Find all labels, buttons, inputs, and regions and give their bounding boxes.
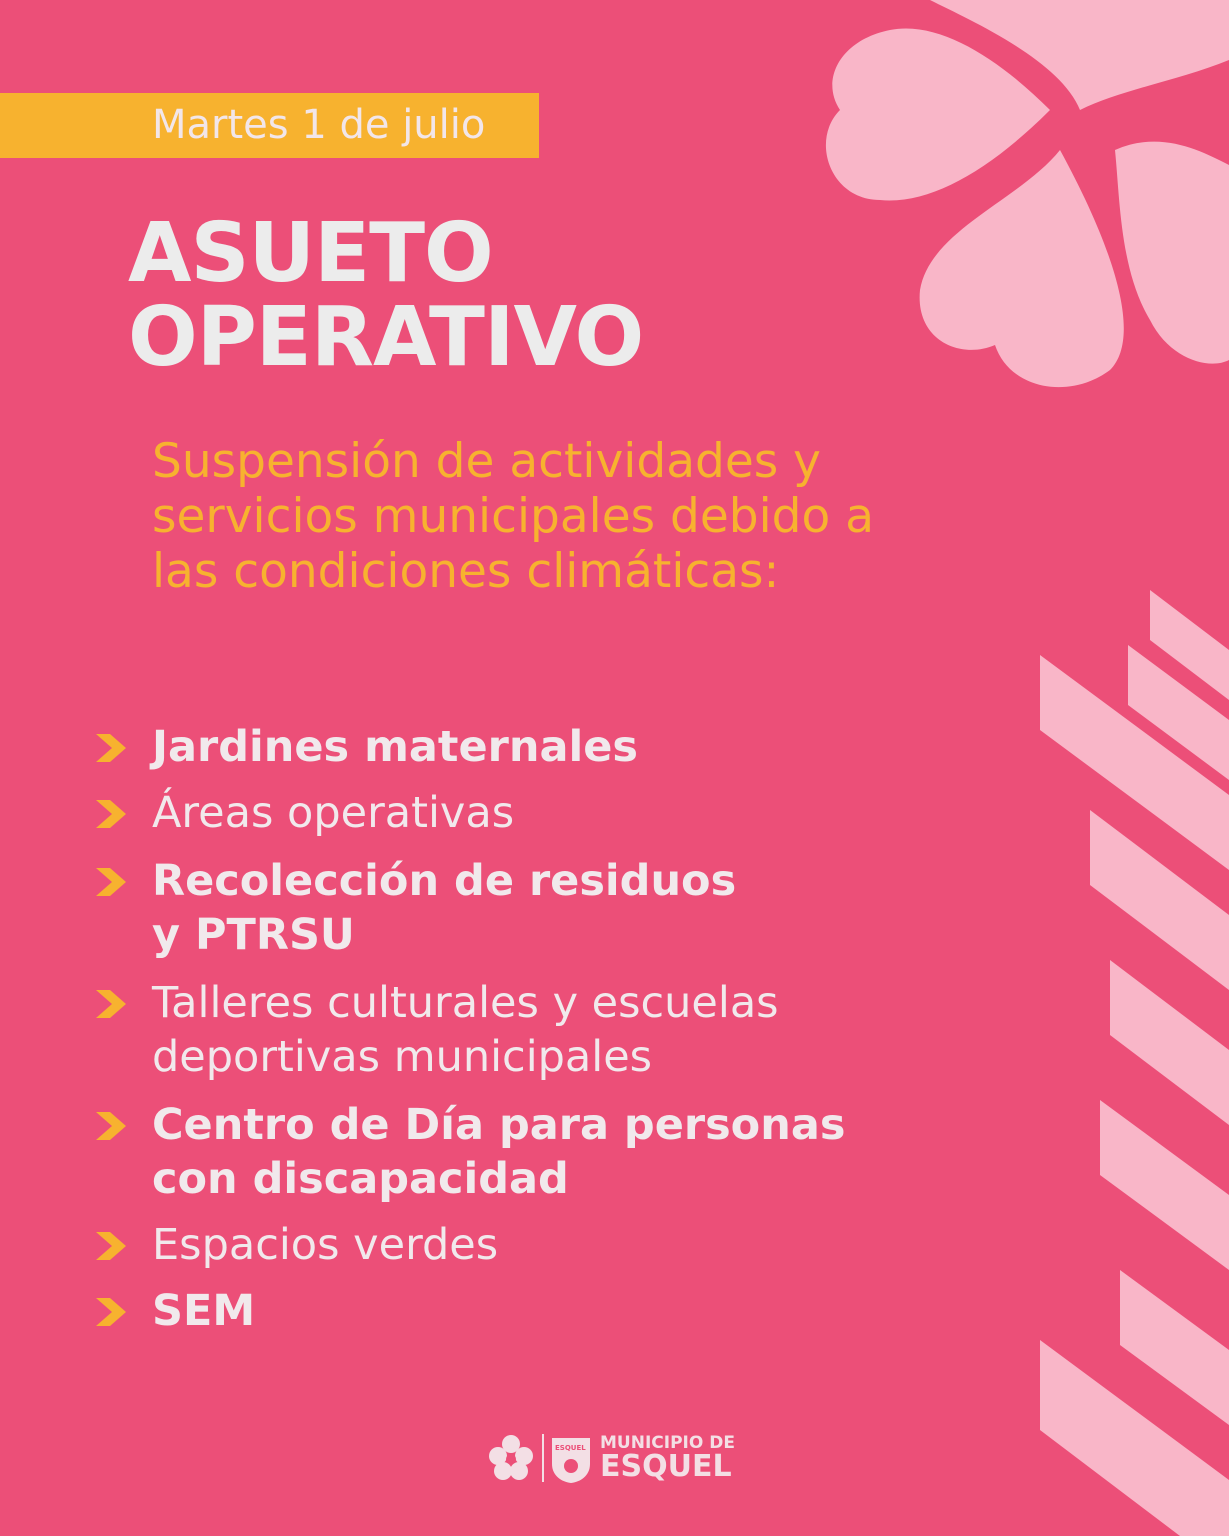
logo-line-1: MUNICIPIO DE [600, 1433, 735, 1453]
list-item-label: deportivas municipales [152, 1032, 653, 1082]
list-item-label: Áreas operativas [152, 788, 515, 838]
chevron-right-icon [96, 990, 126, 1018]
subtitle: Suspensión de actividades y servicios municipales debido a las condiciones climáticas: [152, 434, 875, 599]
list-item-label: Centro de Día para personas [152, 1100, 846, 1150]
list-item-label: y PTRSU [152, 910, 355, 960]
list-item-label: con discapacidad [152, 1154, 569, 1204]
logo-divider [542, 1434, 544, 1482]
title-line-1: ASUETO [128, 206, 493, 301]
flower-icon [488, 1434, 534, 1482]
chevron-right-icon [96, 800, 126, 828]
list-item-label: SEM [152, 1286, 256, 1336]
list-item-label: Espacios verdes [152, 1220, 499, 1270]
title-line-2: OPERATIVO [128, 290, 644, 385]
chevron-right-icon [96, 1232, 126, 1260]
list-item-label: Jardines maternales [152, 722, 638, 772]
chevron-right-icon [96, 868, 126, 896]
chevron-right-icon [96, 734, 126, 762]
list-item-label: Recolección de residuos [152, 856, 737, 906]
shield-label: ESQUEL [555, 1444, 586, 1452]
chevron-right-icon [96, 1298, 126, 1326]
diagonal-stripes-decoration [1030, 580, 1229, 1536]
date-label: Martes 1 de julio [152, 102, 486, 148]
chevron-right-icon [96, 1112, 126, 1140]
list-item-label: Talleres culturales y escuelas [152, 978, 779, 1028]
shield-icon [550, 1434, 592, 1484]
municipio-logo [488, 1430, 748, 1490]
page-title [128, 206, 644, 385]
flower-petals-icon [820, 0, 1229, 400]
logo-line-2: ESQUEL [600, 1449, 732, 1484]
